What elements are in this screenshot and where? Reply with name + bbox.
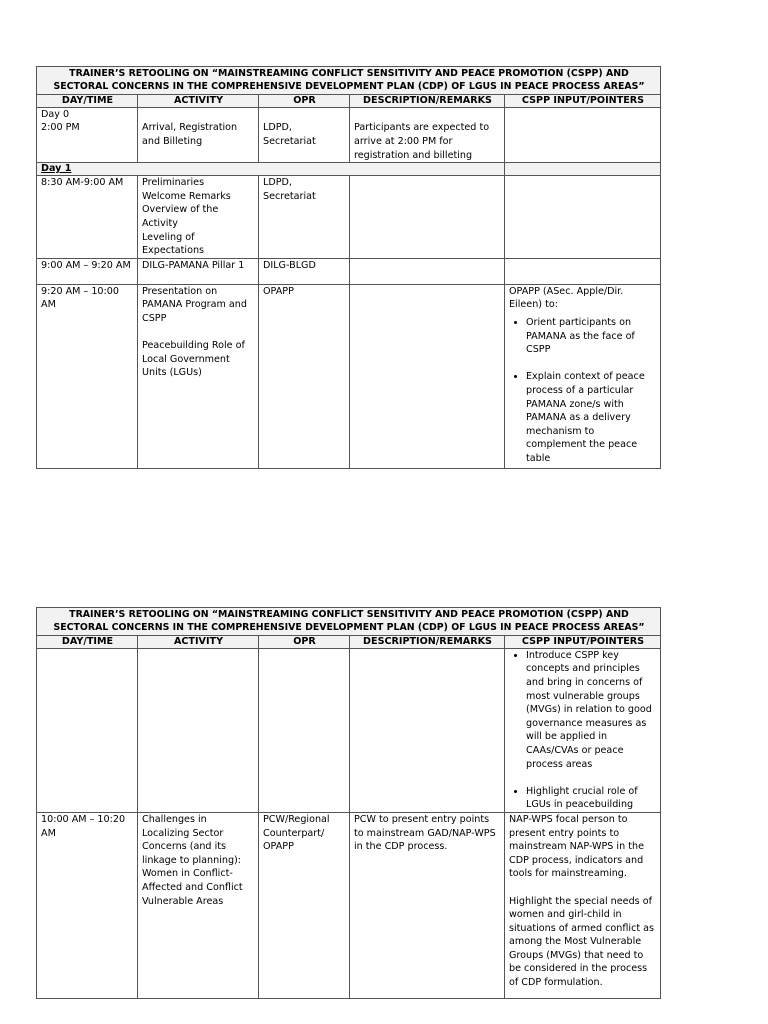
col-header-description: DESCRIPTION/REMARKS xyxy=(350,635,505,648)
col-header-description: DESCRIPTION/REMARKS xyxy=(350,94,505,107)
cell-cspp xyxy=(505,176,661,259)
list-item: • Orient participants on PAMANA as the face of CSPP xyxy=(526,316,657,357)
cell-opr: LDPD, Secretariat xyxy=(259,176,350,259)
day-label: Day 1 xyxy=(37,163,505,176)
table-row-day0 xyxy=(37,107,661,162)
table-row-preliminaries xyxy=(37,176,661,259)
col-header-activity: ACTIVITY xyxy=(138,94,259,107)
list-item: • Introduce CSPP key concepts and principles and bring in concerns of most vulnerable groups (MVGs) in relation to good governance measures as will be applied in CAAs/CVAs or peace process areas xyxy=(526,649,657,771)
cell-time: 9:00 AM – 9:20 AM xyxy=(37,258,138,284)
cspp-bullet-list xyxy=(509,649,657,812)
cell-opr: LDPD, Secretariat xyxy=(259,107,350,162)
cell-opr: PCW/Regional Counterpart/ OPAPP xyxy=(259,812,350,998)
table-row-pamana xyxy=(37,284,661,468)
document-title: TRAINER’S RETOOLING ON “MAINSTREAMING CONFLICT SENSITIVITY AND PEACE PROMOTION (CSPP) AND SECTORAL CONCERNS IN THE COMPREHENSIVE DEVELOPMENT PLAN (CDP) OF LGUS IN PEACE PROCESS AREAS” xyxy=(37,608,661,636)
cell-activity: Arrival, Registration and Billeting xyxy=(138,107,259,162)
col-header-activity: ACTIVITY xyxy=(138,635,259,648)
cell-activity: DILG-PAMANA Pillar 1 xyxy=(138,258,259,284)
cell-activity: Presentation on PAMANA Program and CSPP Peacebuilding Role of Local Government Units (LGUs) xyxy=(138,284,259,468)
cell-activity: Preliminaries Welcome Remarks Overview of the Activity Leveling of Expectations xyxy=(138,176,259,259)
list-item: • Highlight crucial role of LGUs in peacebuilding xyxy=(526,785,657,812)
cell-cspp xyxy=(505,107,661,162)
table-row-women xyxy=(37,812,661,998)
schedule-table-1 xyxy=(36,66,661,469)
cell-time: Day 0 2:00 PM xyxy=(37,107,138,162)
cell-description: Participants are expected to arrive at 2:00 PM for registration and billeting xyxy=(350,107,505,162)
col-header-cspp: CSPP INPUT/POINTERS xyxy=(505,94,661,107)
cell-time xyxy=(37,648,138,812)
cell-time: 10:00 AM – 10:20 AM xyxy=(37,812,138,998)
cspp-bullet-list xyxy=(509,316,657,466)
cell-opr: OPAPP xyxy=(259,284,350,468)
cell-activity: Challenges in Localizing Sector Concerns (and its linkage to planning): Women in Conflict-Affected and Conflict Vulnerable Areas xyxy=(138,812,259,998)
cell-description xyxy=(350,648,505,812)
table-title-row xyxy=(37,67,661,95)
cell-cspp xyxy=(505,648,661,812)
cell-cspp xyxy=(505,284,661,468)
document-title: TRAINER’S RETOOLING ON “MAINSTREAMING CONFLICT SENSITIVITY AND PEACE PROMOTION (CSPP) AND SECTORAL CONCERNS IN THE COMPREHENSIVE DEVELOPMENT PLAN (CDP) OF LGUS IN PEACE PROCESS AREAS” xyxy=(37,67,661,95)
cell-description xyxy=(350,176,505,259)
schedule-table-2 xyxy=(36,607,661,999)
table-row-continued xyxy=(37,648,661,812)
cell-description xyxy=(350,258,505,284)
cell-opr xyxy=(259,648,350,812)
col-header-daytime: DAY/TIME xyxy=(37,635,138,648)
col-header-cspp: CSPP INPUT/POINTERS xyxy=(505,635,661,648)
cell-description xyxy=(350,284,505,468)
cell-opr: DILG-BLGD xyxy=(259,258,350,284)
cell-activity xyxy=(138,648,259,812)
cell-time: 8:30 AM-9:00 AM xyxy=(37,176,138,259)
cspp-intro: OPAPP (ASec. Apple/Dir. Eileen) to: xyxy=(509,285,624,311)
day-separator-row xyxy=(37,163,661,176)
cell-time: 9:20 AM – 10:00 AM xyxy=(37,284,138,468)
col-header-opr: OPR xyxy=(259,94,350,107)
cell-cspp: NAP-WPS focal person to present entry points to mainstream NAP-WPS in the CDP process, indicators and tools for mainstreaming. Highlight the special needs of women and girl-child in situations of armed conflict as among the Most Vulnerable Groups (MVGs) that need to be considered in the process of CDP formulation. xyxy=(505,812,661,998)
column-header-row xyxy=(37,94,661,107)
table-row-pillar xyxy=(37,258,661,284)
cell-empty xyxy=(505,163,661,176)
col-header-daytime: DAY/TIME xyxy=(37,94,138,107)
cell-description: PCW to present entry points to mainstream GAD/NAP-WPS in the CDP process. xyxy=(350,812,505,998)
cell-cspp xyxy=(505,258,661,284)
list-item: • Explain context of peace process of a particular PAMANA zone/s with PAMANA as a delivery mechanism to complement the peace table xyxy=(526,370,657,465)
table-title-row xyxy=(37,608,661,636)
column-header-row xyxy=(37,635,661,648)
col-header-opr: OPR xyxy=(259,635,350,648)
